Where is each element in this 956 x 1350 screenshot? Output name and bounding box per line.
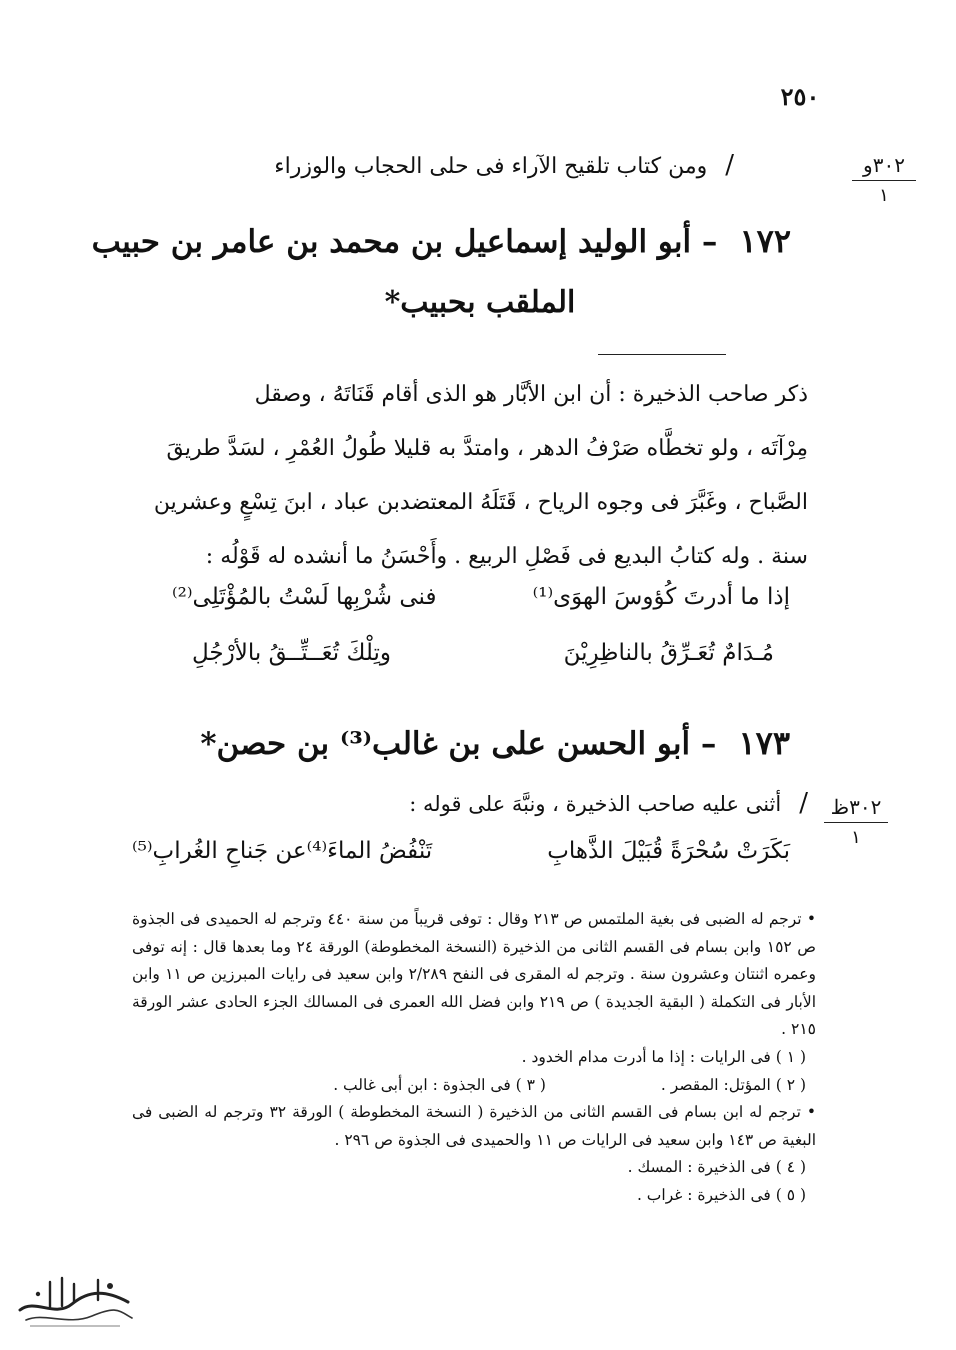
entry-172-subtitle: الملقب بحبيب* — [384, 285, 576, 320]
entry-173-title — [110, 724, 790, 762]
margin-ref-2-rule — [824, 822, 888, 823]
overline-rule — [598, 354, 726, 355]
footnote-4: ( ٤ ) فى الذخيرة : المسك . — [627, 1158, 806, 1177]
verse-1-hemistich-1: إذا ما أدرتَ كُؤوسَ الهوَى⁽¹⁾ — [532, 584, 790, 610]
footnote-star-1: • ترجم له الضبى فى بغية الملتمس ص ٢١٣ وقال : توفى قريباً من سنة ٤٤٠ وترجم له الحميدى فى الجذوة ص ١٥٢ وابن بسام فى القسم الثانى من الذخيرة (النسخة المخطوطة) الورقة ٢٤ وما بعدها قال : إنه توفى وعمره اثنتان وعشرون سنة . وترجم له المقرى فى النفح ٢/٢٨٩ وابن سعيد فى رايات المبرزين ص ١١ وابن الأبار فى التكملة ( البقية الجديدة ) ص ٢١٩ وابن فضل الله العمرى فى المسالك الجزء الحادى عشر الورقة ٢١٥ . — [132, 910, 816, 1039]
verse-1-hemistich-2: فنى شُرْبِها لَسْتُ بالمُؤْتَلِى⁽²⁾ — [172, 584, 437, 610]
verse-3-hemistich-2: تَنْفُضُ الماءَ⁽⁴⁾عن جَناحِ الغُرابِ⁽⁵⁾ — [132, 838, 433, 864]
entry-172-name: – أبو الوليد إسماعيل بن محمد بن عامر بن حبيب — [91, 224, 718, 260]
margin-ref-1-rule — [852, 180, 916, 181]
folio-slash: / — [725, 150, 734, 180]
footnote-star-2: • ترجم له ابن بسام فى القسم الثانى من الذخيرة ( النسخة المخطوطة ) الورقة ٣٢ وترجم له الضبى فى البغية ص ١٤٣ وابن سعيد فى الرايات ص ١١ والحميدى فى الجذوة ص ٢٩٦ . — [132, 1103, 816, 1149]
source-heading — [134, 150, 734, 180]
page-number: ٢٥٠ — [780, 82, 820, 111]
margin-ref-2 — [820, 794, 892, 851]
margin-ref-1-number: ٣٠٢و — [863, 153, 905, 177]
publisher-logo — [10, 1268, 140, 1332]
margin-ref-2-number: ٣٠٢ظ — [830, 795, 882, 819]
verse-2-hemistich-2: وتِلْكَ تُعَــتِّــقُ بالأرْجُلِ — [192, 640, 391, 666]
entry-172-title — [91, 222, 791, 260]
footnotes — [132, 906, 816, 1210]
entry-173-body-text: أثنى عليه صاحب الذخيرة ، ونبَّهَ على قوله : — [409, 792, 782, 816]
footnote-2: ( ٢ ) المؤتل: المقصر . — [660, 1075, 806, 1094]
folio-slash-2: / — [799, 788, 808, 818]
entry-173-name: – أبو الحسن على بن غالب⁽³⁾ بن حصن* — [200, 726, 717, 762]
body-line-3: الصَّباح ، وغَبَّرَ فى وجوه الرياح ، قَتَلَهُ المعتضدبن عباد ، ابنَ تِسْعٍ وعشرين — [153, 490, 808, 515]
margin-ref-1 — [848, 152, 920, 209]
entry-173-body — [118, 788, 808, 818]
entry-172-number: ١٧٢ — [739, 222, 791, 260]
body-line-2: مِرْآتَه ، ولو تخطَّاه صَرْفُ الدهر ، وامتدَّ به قليلا طُولُ العُمْرِ ، لسَدَّ طريقَ — [166, 436, 808, 461]
footnote-3: ( ٣ ) فى الجذوة : ابن أبى غالب . — [333, 1075, 546, 1094]
margin-ref-2-sub: ١ — [851, 827, 861, 848]
verse-3-hemistich-1: بَكَرَتْ سُحْرَةً قُبَيْلَ الذَّهابِ — [547, 838, 790, 864]
body-line-4: سنة . وله كتابُ البديع فى فَصْلِ الربيع . وأَحْسَنُ ما أنشده له قَوْلُه : — [205, 544, 808, 569]
footnote-1: ( ١ ) فى الرايات : إذا ما أدرت مدام الخدود . — [521, 1047, 806, 1066]
verse-2-hemistich-1: مُـدَامٌ تُعَـرِّقُ بالناظِرِيْنَ — [563, 640, 774, 666]
entry-173-number: ١٧٣ — [738, 724, 790, 762]
footnote-5: ( ٥ ) فى الذخيرة : غراب . — [636, 1185, 806, 1204]
source-heading-text: ومن كتاب تلقيح الآراء فى حلى الحجاب والوزراء — [274, 154, 708, 179]
entry-172-body — [118, 368, 808, 584]
body-line-1: ذكر صاحب الذخيرة : أن ابن الأبَّار هو الذى أقام قَنَاتَهُ ، وصقل — [254, 382, 808, 407]
footnote-2-3-row — [132, 1072, 806, 1100]
margin-ref-1-sub: ١ — [879, 185, 889, 206]
